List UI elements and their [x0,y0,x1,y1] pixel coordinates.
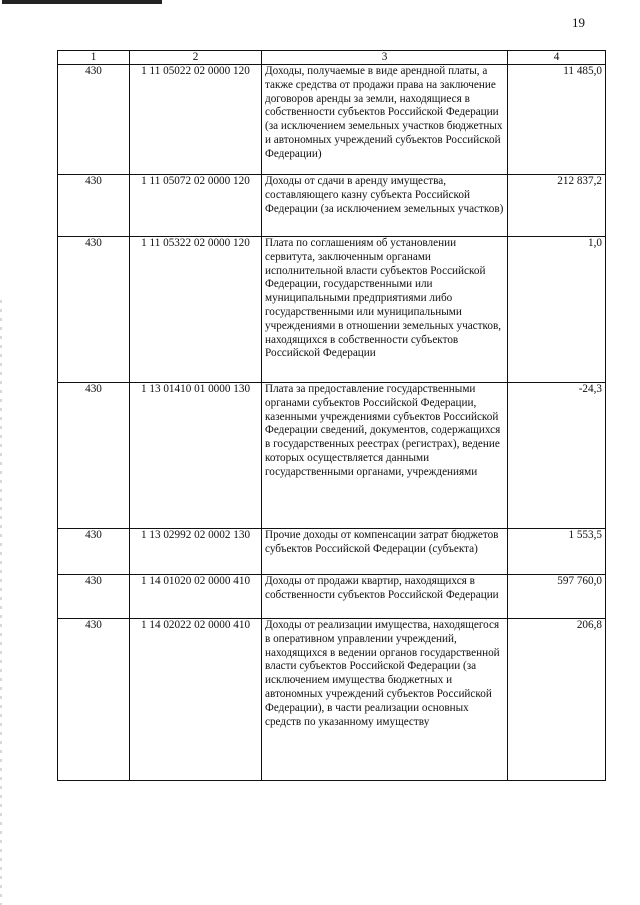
revenue-name-cell: Прочие доходы от компенсации затрат бюджетов субъектов Российской Федерации (субъекта) [262,529,508,575]
table-row [58,175,606,237]
table-row [58,383,606,529]
revenue-name-cell: Доходы от реализации имущества, находящегося в оперативном управлении учреждений, находящихся в ведении органов государственной власти субъектов Российской Федерации (за исключением имущества бюджетных и автономных учреждений субъектов Российской Федерации), в части реализации основных средств по указанному имуществу [262,619,508,781]
budget-code-cell: 1 11 05022 02 0000 120 [130,65,262,175]
amount-cell: 1,0 [508,237,606,383]
amount-cell: 597 760,0 [508,575,606,619]
table-row [58,237,606,383]
budget-code-cell: 1 13 02992 02 0002 130 [130,529,262,575]
budget-code-cell: 1 11 05072 02 0000 120 [130,175,262,237]
amount-cell: 11 485,0 [508,65,606,175]
column-number-row [58,51,606,65]
table-row [58,529,606,575]
revenue-name-cell: Доходы, получаемые в виде арендной платы, а также средства от продажи права на заключение договоров аренды за земли, находящиеся в собственности субъектов Российской Федерации (за исключением земельных участков бюджетных и автономных учреждений субъектов Российской Федерации) [262,65,508,175]
table-row [58,619,606,781]
budget-code-cell: 1 14 01020 02 0000 410 [130,575,262,619]
budget-code-cell: 1 11 05322 02 0000 120 [130,237,262,383]
revenue-name-cell: Доходы от сдачи в аренду имущества, составляющего казну субъекта Российской Федерации (за исключением земельных участков) [262,175,508,237]
amount-cell: 1 553,5 [508,529,606,575]
admin-code-cell: 430 [58,383,130,529]
revenue-name-cell: Плата по соглашениям об установлении сервитута, заключенным органами исполнительной власти субъектов Российской Федерации, государственными или муниципальными предприятиями либо государственными или муниципальными учреждениями в отношении земельных участков, находящихся в собственности субъектов Российской Федерации [262,237,508,383]
revenue-table [57,50,606,781]
budget-code-cell: 1 14 02022 02 0000 410 [130,619,262,781]
revenue-name-cell: Доходы от продажи квартир, находящихся в собственности субъектов Российской Федерации [262,575,508,619]
budget-code-cell: 1 13 01410 01 0000 130 [130,383,262,529]
column-number-1: 1 [58,51,130,65]
scan-edge-mark [0,300,2,905]
admin-code-cell: 430 [58,175,130,237]
column-number-4: 4 [508,51,606,65]
table-row [58,575,606,619]
admin-code-cell: 430 [58,575,130,619]
amount-cell: -24,3 [508,383,606,529]
scan-top-bar [2,0,162,4]
revenue-name-cell: Плата за предоставление государственными органами субъектов Российской Федерации, казенными учреждениями субъектов Российской Федерации сведений, документов, содержащихся в государственных реестрах (регистрах), ведение которых осуществляется данными государственными органами, учреждениями [262,383,508,529]
amount-cell: 212 837,2 [508,175,606,237]
column-number-3: 3 [262,51,508,65]
admin-code-cell: 430 [58,619,130,781]
admin-code-cell: 430 [58,237,130,383]
column-number-2: 2 [130,51,262,65]
admin-code-cell: 430 [58,529,130,575]
admin-code-cell: 430 [58,65,130,175]
amount-cell: 206,8 [508,619,606,781]
page-number: 19 [572,15,585,30]
table-row [58,65,606,175]
